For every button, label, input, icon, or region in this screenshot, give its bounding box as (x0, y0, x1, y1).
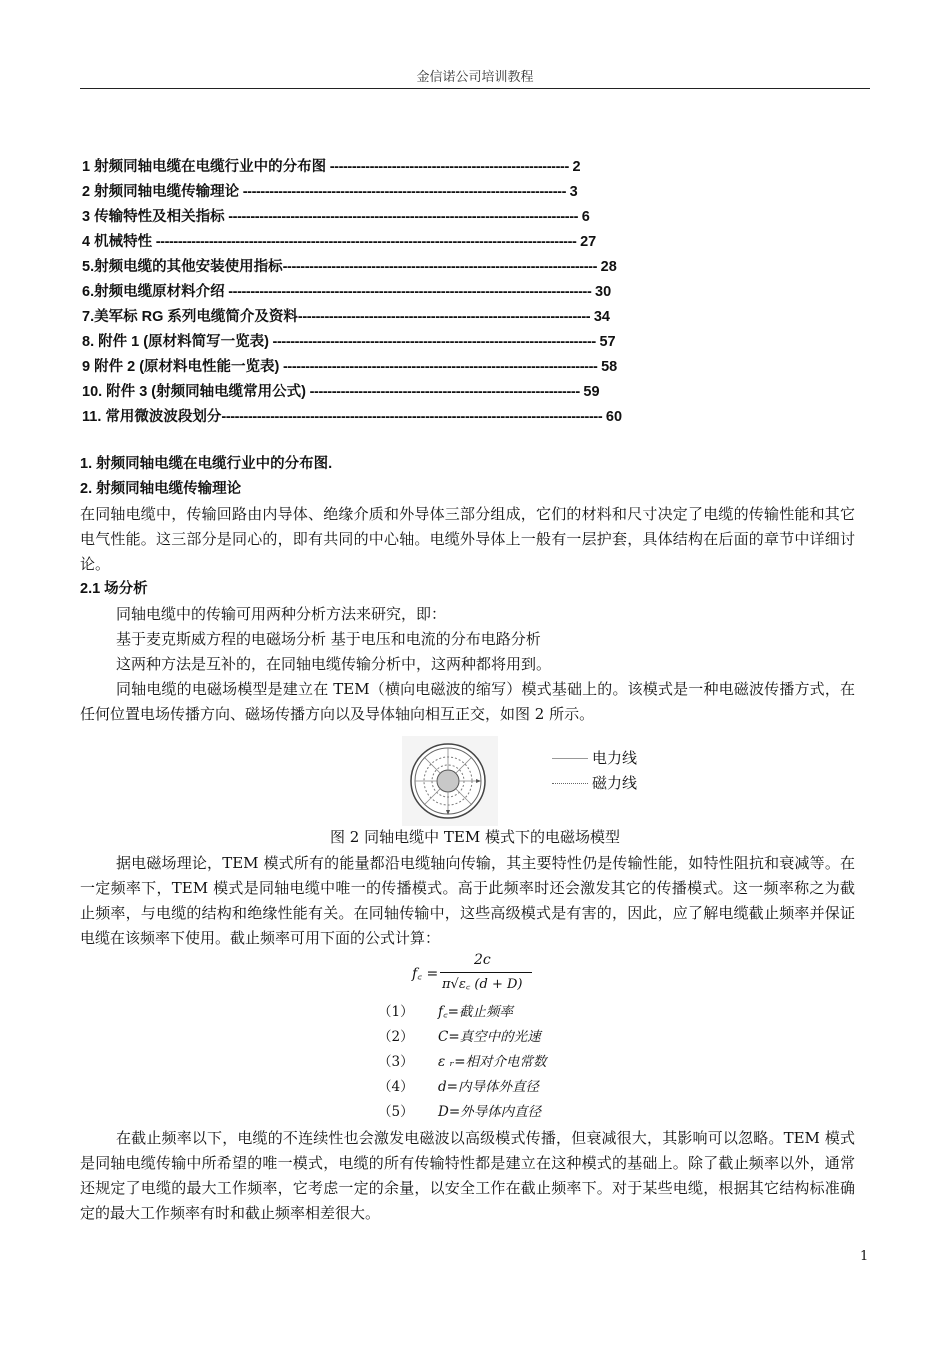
section-heading: 1. 射频同轴电缆在电缆行业中的分布图. (80, 456, 333, 472)
figure-legend (552, 746, 637, 796)
table-of-contents (82, 155, 782, 430)
toc-label: 7.美军标 RG 系列电缆简介及资料 (82, 309, 298, 325)
paragraph: 同轴电缆中的传输可用两种分析方法来研究，即： (116, 605, 447, 623)
definition-row (378, 1100, 678, 1125)
paragraph: 在截止频率以下，电缆的不连续性也会激发电磁波以高级模式传播，但衰减很大，其影响可以忽略。TEM 模式是同轴电缆传输中所希望的唯一模式，电缆的所有传输特性都是建立在这种模式的基础上。除了截止频率以外，通常还规定了电缆的最大工作频率，它考虑一定的余量，以安全工作在截止频率下。对于某些电缆，根据其它结构标准确定的最大工作频率有时和截止频率相差很大。 (80, 1129, 855, 1222)
toc-entry[interactable] (82, 280, 782, 305)
paragraph: 同轴电缆的电磁场模型是建立在 TEM（横向电磁波的缩写）模式基础上的。该模式是一种电磁波传播方式，在任何位置电场传播方向、磁场传播方向以及导体轴向相互正交，如图 2 所示。 (80, 680, 855, 723)
fraction-bar (440, 972, 532, 973)
page-header: 金信诺公司培训教程 (416, 70, 534, 85)
header-rule (80, 88, 870, 89)
section-body (80, 1126, 855, 1226)
page-number: 1 (860, 1249, 869, 1264)
toc-label: 11. 常用微波波段划分 (82, 409, 222, 425)
definition-number: （1） (378, 1004, 414, 1020)
toc-leader: -------------------------------------------------------------------------------------- (221, 409, 606, 425)
toc-label: 4 机械特性 (82, 234, 153, 250)
toc-page: 58 (601, 359, 618, 375)
toc-label: 2 射频同轴电缆传输理论 (82, 184, 240, 200)
definition-text: f꜀=截止频率 (438, 1004, 513, 1020)
toc-label: 3 传输特性及相关指标 (82, 209, 225, 225)
toc-page: 6 (581, 209, 590, 225)
toc-label: 8. 附件 1 (原材料简写一览表) (82, 334, 269, 350)
definition-row (378, 1050, 678, 1075)
section-body (80, 851, 855, 951)
formula-denominator: π√ε꜀ (d + D) (442, 977, 523, 992)
definition-row (378, 1000, 678, 1025)
toc-label: 6.射频电缆原材料介绍 (82, 284, 225, 300)
formula-numerator: 2c (474, 952, 491, 968)
coax-cross-section-diagram (402, 736, 498, 826)
legend-item-magnetic (552, 771, 637, 796)
subsection-heading: 2.1 场分析 (80, 581, 148, 597)
definition-text: d=内导体外直径 (438, 1079, 539, 1095)
toc-leader: ------------------------------------------------------------- (305, 384, 584, 400)
toc-leader: ------------------------------------------------------ (326, 159, 573, 175)
section-body (80, 452, 855, 727)
toc-page: 3 (569, 184, 578, 200)
cutoff-frequency-formula (412, 952, 532, 1000)
definition-number: （4） (378, 1079, 414, 1095)
definition-text: ε ᵣ=相对介电常数 (438, 1054, 547, 1070)
toc-leader: ----------------------------------------------------------------------------------------------- (152, 234, 581, 250)
definition-number: （5） (378, 1104, 414, 1120)
paragraph: 这两种方法是互补的，在同轴电缆传输分析中，这两种都将用到。 (116, 655, 552, 673)
toc-page: 28 (600, 259, 617, 275)
figure-caption: 图 2 同轴电缆中 TEM 模式下的电磁场模型 (330, 828, 620, 846)
toc-leader: ----------------------------------------------------------------------- (279, 359, 602, 375)
dotted-line-swatch (552, 783, 588, 784)
toc-entry[interactable] (82, 380, 782, 405)
toc-leader: ------------------------------------------------------------------------------- (224, 209, 582, 225)
definition-number: （2） (378, 1029, 414, 1045)
toc-label: 1 射频同轴电缆在电缆行业中的分布图 (82, 159, 327, 175)
toc-entry[interactable] (82, 230, 782, 255)
toc-page: 59 (583, 384, 600, 400)
toc-page: 2 (572, 159, 581, 175)
toc-page: 57 (599, 334, 616, 350)
paragraph: 在同轴电缆中，传输回路由内导体、绝缘介质和外导体三部分组成，它们的材料和尺寸决定了电缆的传输性能和其它电气性能。这三部分是同心的，即有共同的中心轴。电缆外导体上一般有一层护套，具体结构在后面的章节中详细讨论。 (80, 505, 855, 573)
toc-entry[interactable] (82, 330, 782, 355)
toc-leader: ------------------------------------------------------------------ (297, 309, 594, 325)
toc-page: 30 (595, 284, 612, 300)
toc-leader: ------------------------------------------------------------------------- (239, 184, 570, 200)
toc-entry[interactable] (82, 405, 782, 430)
definition-row (378, 1075, 678, 1100)
toc-page: 60 (605, 409, 623, 425)
formula-lhs: f꜀ = (412, 966, 439, 982)
definition-number: （3） (378, 1054, 414, 1070)
toc-leader: ------------------------------------------------------------------------- (268, 334, 600, 350)
definition-text: C=真空中的光速 (438, 1029, 541, 1045)
definition-row (378, 1025, 678, 1050)
paragraph: 据电磁场理论，TEM 模式所有的能量都沿电缆轴向传输，其主要特性仍是传输性能，如特性阻抗和衰减等。在一定频率下，TEM 模式是同轴电缆中唯一的传播模式。高于此频率时还会激发其它的传播模式。这一频率称之为截止频率，与电缆的结构和绝缘性能有关。在同轴传输中，这些高级模式是有害的，因此，应了解电缆截止频率并保证电缆在该频率下使用。截止频率可用下面的公式计算： (80, 854, 855, 947)
toc-entry[interactable] (82, 155, 782, 180)
legend-label: 电力线 (592, 749, 638, 767)
formula-definitions (378, 1000, 678, 1125)
paragraph: 基于麦克斯威方程的电磁场分析 基于电压和电流的分布电路分析 (116, 630, 541, 648)
section-heading: 2. 射频同轴电缆传输理论 (80, 481, 242, 497)
legend-label: 磁力线 (592, 774, 638, 792)
toc-page: 34 (593, 309, 610, 325)
toc-entry[interactable] (82, 355, 782, 380)
toc-label: 5.射频电缆的其他安装使用指标 (82, 259, 283, 275)
toc-entry[interactable] (82, 180, 782, 205)
toc-label: 10. 附件 3 (射频同轴电缆常用公式) (82, 384, 306, 400)
toc-entry[interactable] (82, 205, 782, 230)
toc-leader: ----------------------------------------------------------------------- (282, 259, 601, 275)
toc-page: 27 (580, 234, 597, 250)
toc-leader: ---------------------------------------------------------------------------------- (224, 284, 595, 300)
definition-text: D=外导体内直径 (438, 1104, 542, 1120)
coax-field-figure (402, 736, 662, 826)
toc-entry[interactable] (82, 255, 782, 280)
solid-line-swatch (552, 758, 588, 759)
toc-entry[interactable] (82, 305, 782, 330)
toc-label: 9 附件 2 (原材料电性能一览表) (82, 359, 280, 375)
legend-item-electric (552, 746, 637, 771)
